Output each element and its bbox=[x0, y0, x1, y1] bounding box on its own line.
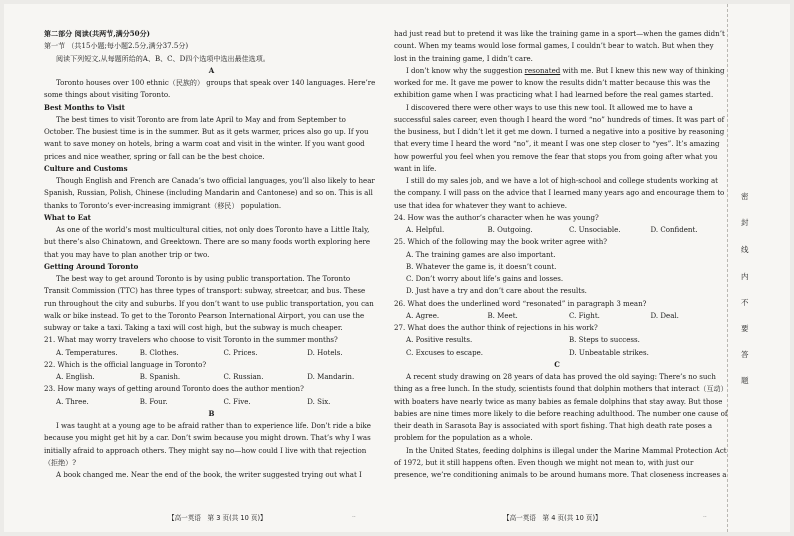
passage-line: because you might get hit by a car. Don’t swim because you might drown. That’s why I was bbox=[44, 433, 371, 443]
passage-line: Toronto houses over 100 ethnic（民族的） groups that speak over 140 languages. Here’re bbox=[56, 78, 376, 87]
question-23: 23. How many ways of getting around Toronto does the author mention? bbox=[44, 384, 304, 394]
passage-line: A recent study drawing on 28 years of data has proved the old saying: There’s no such bbox=[406, 372, 716, 381]
option: D. Deal. bbox=[650, 310, 679, 320]
sidebar-glyph: 题 bbox=[741, 376, 749, 385]
passage-line: with boaters have nearly twice as many babies as female dolphins that stay away. But those bbox=[394, 396, 723, 406]
passage-line: run throughout the city and suburbs. If you don’t want to use public transportation, you can bbox=[44, 298, 374, 308]
option: A. English. bbox=[56, 372, 95, 381]
q27-options-row2 bbox=[394, 347, 720, 359]
option: A. Three. bbox=[56, 396, 89, 406]
passage-c-label: C bbox=[554, 359, 560, 369]
option: D. Confident. bbox=[650, 225, 698, 234]
passage-line: Spanish, Russian, Polish, Chinese (including Mandarin and Cantonese) and so on. This is all bbox=[44, 188, 373, 198]
passage-line: count. When my teams would lose formal games, I couldn’t bear to watch. But when they bbox=[394, 41, 714, 51]
passage-line: Transit Commission (TTC) has three types of transport: subway, streetcar, and bus. These bbox=[44, 286, 366, 296]
passage-line: the company. I will pass on the advice that I learned many years ago and encourage them to bbox=[394, 188, 725, 198]
option: A. The training games are also important. bbox=[406, 249, 556, 259]
option: C. Five. bbox=[223, 396, 251, 406]
passage-line: I still do my sales job, and we have a lot of high-school and college students working at bbox=[406, 176, 719, 185]
passage-line: walk or bike instead. To get to the Toronto Pearson International Airport, you can use the bbox=[44, 310, 365, 320]
passage-line: As one of the world’s most multicultural cities, not only does Toronto have a Little Italy, bbox=[56, 225, 370, 234]
option: B. Four. bbox=[139, 396, 168, 406]
passage-line: some things about visiting Toronto. bbox=[44, 90, 171, 100]
q22-options bbox=[44, 371, 379, 383]
option: A. Agree. bbox=[406, 310, 440, 320]
sidebar-glyph: 要 bbox=[741, 324, 749, 333]
passage-line bbox=[394, 65, 725, 77]
passage-line: but there’s also Chinatown, and Greektown. There are so many foods worth exploring here bbox=[44, 237, 371, 247]
passage-line: The best times to visit Toronto are from late April to May and from September to bbox=[56, 114, 346, 124]
passage-line: initially afraid to approach others. They might say no—how could I live with that rejection bbox=[44, 445, 367, 455]
q26-options bbox=[394, 310, 720, 322]
q24-options bbox=[394, 224, 720, 236]
passage-line: October. The busiest time is in the summer. But as it gets warmer, prices also go up. If you bbox=[44, 127, 369, 136]
left-page-column bbox=[44, 28, 379, 481]
question-22: 22. Which is the official language in Toronto? bbox=[44, 359, 207, 369]
passage-line: exhibition game when I was practicing what I had learned before the real games started. bbox=[394, 90, 714, 100]
question-21: 21. What may worry travelers who choose to visit Toronto in the summer months? bbox=[44, 335, 338, 345]
passage-b-label: B bbox=[208, 408, 215, 418]
passage-line: the business, but I didn’t let it get me down. I turned a negative into a positive by reasoning bbox=[394, 127, 725, 136]
option: C. Don’t worry about life’s gains and losses. bbox=[406, 274, 564, 283]
heading-eat: What to Eat bbox=[44, 212, 91, 222]
passage-line: worked for me. It gave me power to know the results didn’t matter because this was the bbox=[394, 78, 711, 87]
sidebar-glyph: 线 bbox=[741, 245, 749, 254]
q23-options bbox=[44, 396, 379, 408]
passage-line: had just read but to pretend it was like the training game in a sport—when the games didn’t bbox=[394, 29, 725, 38]
option: C. Prices. bbox=[223, 347, 258, 357]
option: D. Six. bbox=[307, 396, 331, 406]
sub-title: 第一节 （共15小题;每小题2.5分,满分37.5分) bbox=[44, 41, 189, 51]
passage-line: that you may have to plan another trip or two. bbox=[44, 249, 210, 259]
sidebar-glyph: 密 bbox=[741, 192, 749, 201]
passage-line: prices and nice weather, spring or fall can be the best choice. bbox=[44, 151, 265, 161]
heading-best-months: Best Months to Visit bbox=[44, 102, 125, 112]
passage-line: thanks to Toronto’s ever-increasing immigrant（移民） population. bbox=[44, 200, 282, 210]
option: B. Clothes. bbox=[139, 347, 179, 357]
page-dots-left: .. bbox=[352, 512, 356, 519]
fold-line bbox=[727, 4, 729, 532]
sidebar-glyph: 不 bbox=[741, 298, 749, 307]
option: C. Russian. bbox=[223, 372, 264, 381]
passage-line: want to save money on hotels, bring a warm coat and visit in the winter. If you want good bbox=[44, 139, 365, 149]
option: C. Fight. bbox=[569, 310, 600, 320]
question-25: 25. Which of the following may the book writer agree with? bbox=[394, 237, 608, 247]
page-dots-right: .. bbox=[703, 512, 707, 519]
option: C. Unsociable. bbox=[569, 225, 621, 234]
passage-line: babies are nine times more likely to die before reaching adulthood. The number one cause of bbox=[394, 408, 728, 418]
passage-line: Though English and French are Canada’s two official languages, you’ll also likely to hear bbox=[56, 176, 375, 185]
option: D. Just have a try and don’t care about the results. bbox=[406, 286, 587, 296]
page-footer-right: 【高一英语 第 4 页(共 10 页)】 bbox=[503, 514, 602, 522]
option: D. Unbeatable strikes. bbox=[569, 347, 649, 357]
option: B. Steps to success. bbox=[569, 335, 640, 345]
passage-line: use that idea for whatever they want to achieve. bbox=[394, 200, 567, 210]
page-footer-left: 【高一英语 第 3 页(共 10 页)】 bbox=[168, 514, 267, 522]
instructions: 阅读下列短文,从每题所给的A、B、C、D四个选项中选出最佳选项。 bbox=[56, 53, 270, 63]
passage-line: presence, we’re conditioning animals to be around humans more. That closeness increases a bbox=[394, 470, 727, 479]
seal-line-sidebar bbox=[734, 0, 764, 536]
passage-line: problem for the population as a whole. bbox=[394, 433, 533, 443]
option: A. Helpful. bbox=[406, 225, 445, 234]
option: B. Outgoing. bbox=[487, 225, 533, 234]
passage-line: subway or take a taxi. Taking a taxi will cost high, but the subway is much cheaper. bbox=[44, 323, 343, 332]
passage-line: The best way to get around Toronto is by using public transportation. The Toronto bbox=[56, 274, 351, 283]
option: B. Meet. bbox=[487, 310, 518, 320]
passage-line: want in life. bbox=[394, 163, 437, 173]
passage-line: lost in the training game, I didn’t care. bbox=[394, 53, 533, 63]
passage-line: how powerful you feel when you remove the fear that stops you from going after what you bbox=[394, 151, 718, 161]
option: D. Mandarin. bbox=[307, 372, 355, 381]
passage-line: their death in Sarasota Bay is associated with sport fishing. That high death rate poses a bbox=[394, 421, 713, 430]
option: A. Positive results. bbox=[406, 335, 473, 345]
sidebar-glyph: 内 bbox=[741, 272, 749, 281]
q21-options bbox=[44, 347, 379, 359]
question-26: 26. What does the underlined word “resonated” in paragraph 3 mean? bbox=[394, 298, 647, 308]
option: D. Hotels. bbox=[307, 347, 343, 357]
passage-line: thing as a free lunch. In the study, scientists found that dolphin mothers that interact（互动） bbox=[394, 384, 728, 394]
passage-a-label: A bbox=[208, 65, 215, 75]
passage-line: I was taught at a young age to be afraid rather than to experience life. Don’t ride a bike bbox=[56, 421, 371, 430]
passage-line: I discovered there were other ways to use this new tool. It allowed me to have a bbox=[406, 102, 693, 112]
q27-options-row1 bbox=[394, 334, 720, 346]
text-run: I don’t know why the suggestion bbox=[406, 65, 525, 75]
passage-line: successful sales career, even though I heard the word “no” hundreds of times. It was part of bbox=[394, 114, 725, 124]
passage-line: （拒绝）? bbox=[44, 457, 76, 467]
text-run: with me. But I knew this new way of thinking bbox=[560, 65, 725, 75]
sidebar-glyph: 封 bbox=[741, 218, 749, 227]
option: A. Temperatures. bbox=[56, 347, 118, 357]
passage-line: of 1972, but it still happens often. Even though we might not mean to, with just our bbox=[394, 457, 694, 467]
underlined-word: resonated bbox=[524, 65, 561, 75]
passage-line: In the United States, feeding dolphins is illegal under the Marine Mammal Protection Act bbox=[406, 445, 727, 455]
heading-culture: Culture and Customs bbox=[44, 163, 128, 173]
section-title: 第二部分 阅读(共两节,满分50分) bbox=[44, 29, 150, 38]
option: B. Whatever the game is, it doesn’t count. bbox=[406, 261, 557, 271]
heading-around: Getting Around Toronto bbox=[44, 261, 139, 271]
option: C. Excuses to escape. bbox=[406, 347, 484, 357]
sidebar-glyph: 答 bbox=[741, 350, 749, 359]
option: B. Spanish. bbox=[139, 372, 181, 381]
question-27: 27. What does the author think of rejections in his work? bbox=[394, 323, 598, 332]
passage-line: that every time I heard the word “no”, it meant I was one step closer to “yes”. It’s amazing bbox=[394, 139, 720, 149]
right-page-column bbox=[394, 28, 728, 481]
passage-line: A book changed me. Near the end of the book, the writer suggested trying out what I bbox=[56, 470, 362, 479]
question-24: 24. How was the author’s character when he was young? bbox=[394, 212, 599, 222]
